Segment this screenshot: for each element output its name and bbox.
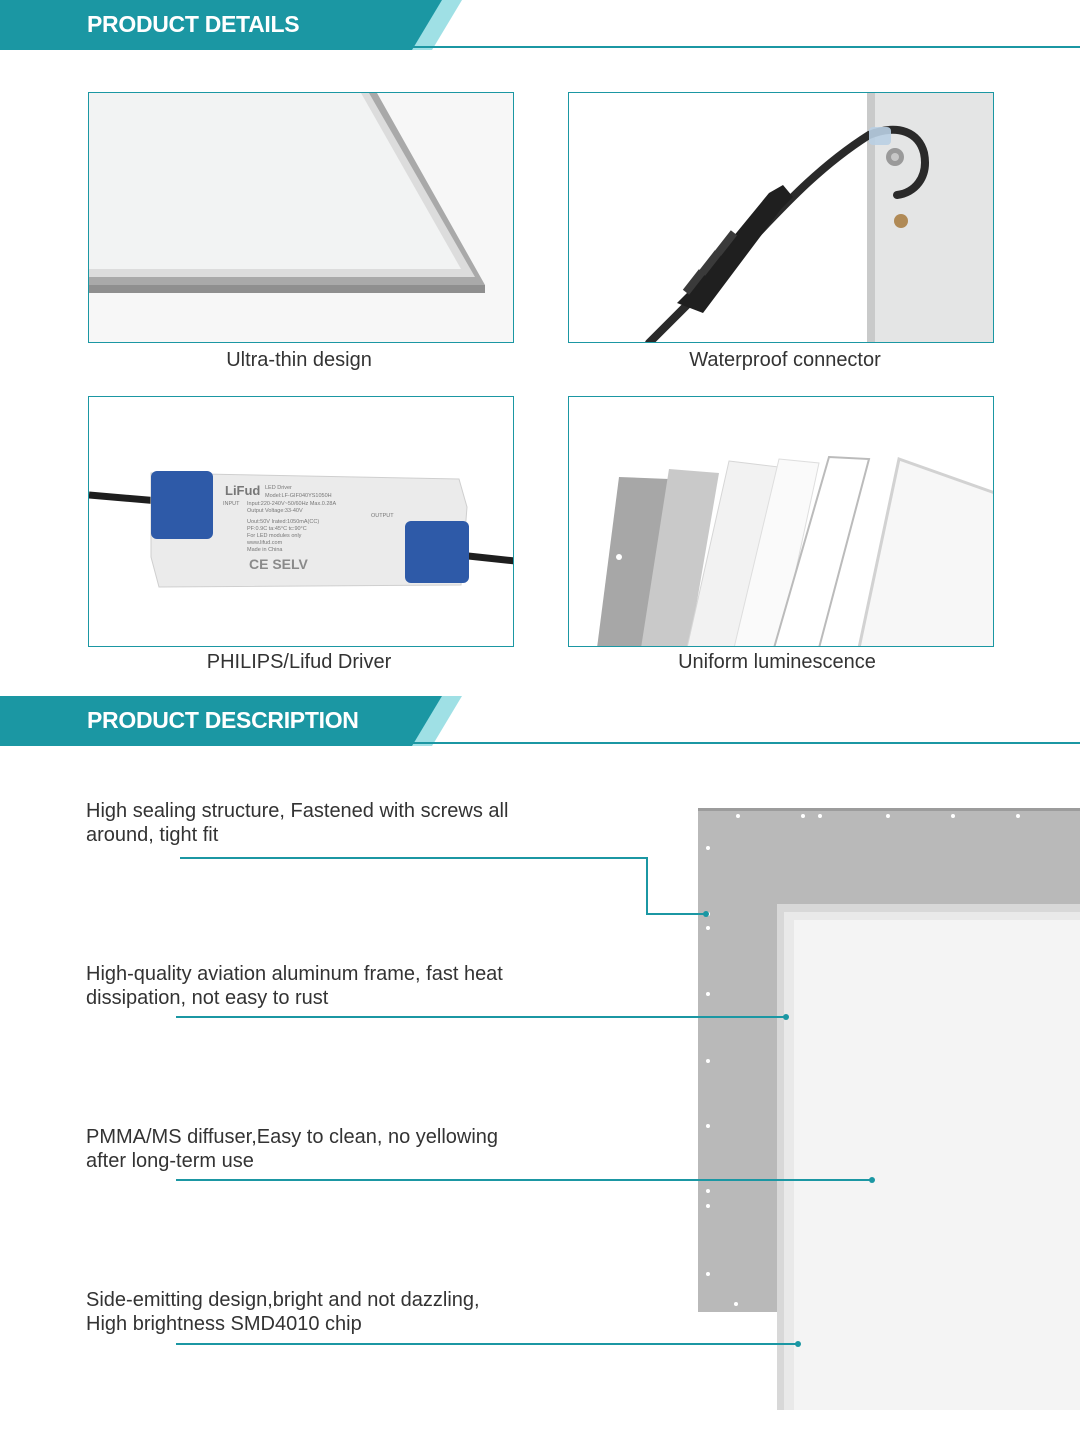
- section-title-details: PRODUCT DETAILS: [87, 11, 300, 37]
- caption-luminescence: Uniform luminescence: [678, 651, 876, 673]
- panel-illustration: [698, 806, 1080, 1410]
- driver-brand-label: LiFud: [225, 483, 261, 498]
- driver-certification-marks: CE SELV: [249, 556, 308, 572]
- svg-text:Input:220-240V~50/60Hz Max.0.2: Input:220-240V~50/60Hz Max.0.28A: [247, 501, 337, 507]
- detail-tile-connector: [568, 92, 994, 343]
- svg-text:www.lifud.com: www.lifud.com: [247, 540, 283, 546]
- svg-text:For LED modules only: For LED modules only: [247, 533, 302, 539]
- svg-text:Model:LF-GIF040YS1050H: Model:LF-GIF040YS1050H: [265, 493, 332, 499]
- caption-connector: Waterproof connector: [689, 349, 881, 371]
- section-banner-details: [0, 0, 1080, 50]
- layered-diffuser-image: [569, 397, 994, 647]
- svg-text:INPUT: INPUT: [223, 501, 240, 507]
- caption-ultra-thin: Ultra-thin design: [226, 349, 372, 371]
- leader-dot-sealing: [703, 911, 709, 917]
- waterproof-connector-image: [569, 93, 994, 343]
- section-banner-description: [0, 696, 1080, 746]
- leader-line-side-emitting: [176, 1343, 798, 1345]
- feature-diffuser: PMMA/MS diffuser,Easy to clean, no yellowing after long-term use: [86, 1126, 499, 1172]
- svg-text:Output Voltage:33-40V: Output Voltage:33-40V: [247, 508, 303, 514]
- svg-text:LED Driver: LED Driver: [265, 485, 292, 491]
- leader-dot-diffuser: [869, 1177, 875, 1183]
- leader-line-diffuser: [176, 1179, 872, 1181]
- leader-line-frame: [176, 1016, 786, 1018]
- detail-tile-driver: [88, 396, 514, 647]
- section-title-description: PRODUCT DESCRIPTION: [87, 707, 359, 733]
- caption-driver: PHILIPS/Lifud Driver: [206, 651, 392, 673]
- ultra-thin-panel-image: [89, 93, 514, 343]
- feature-frame: High-quality aviation aluminum frame, fast heat dissipation, not easy to rust: [86, 963, 503, 1009]
- led-driver-image: [89, 397, 514, 647]
- leader-dot-frame: [783, 1014, 789, 1020]
- svg-text:Made in China: Made in China: [247, 547, 283, 553]
- detail-tile-luminescence: [568, 396, 994, 647]
- leader-dot-side-emitting: [795, 1341, 801, 1347]
- feature-sealing: High sealing structure, Fastened with screws all around, tight fit: [86, 800, 509, 846]
- svg-text:Uout:50V Irated:1050mA(CC): Uout:50V Irated:1050mA(CC): [247, 519, 320, 525]
- svg-text:PF:0.9C ta:45°C tc:90°C: PF:0.9C ta:45°C tc:90°C: [247, 526, 307, 532]
- leader-line-sealing: [180, 857, 648, 859]
- detail-tile-ultra-thin: [88, 92, 514, 343]
- svg-text:OUTPUT: OUTPUT: [371, 513, 394, 519]
- feature-side-emitting: Side-emitting design,bright and not dazzling, High brightness SMD4010 chip: [86, 1289, 480, 1335]
